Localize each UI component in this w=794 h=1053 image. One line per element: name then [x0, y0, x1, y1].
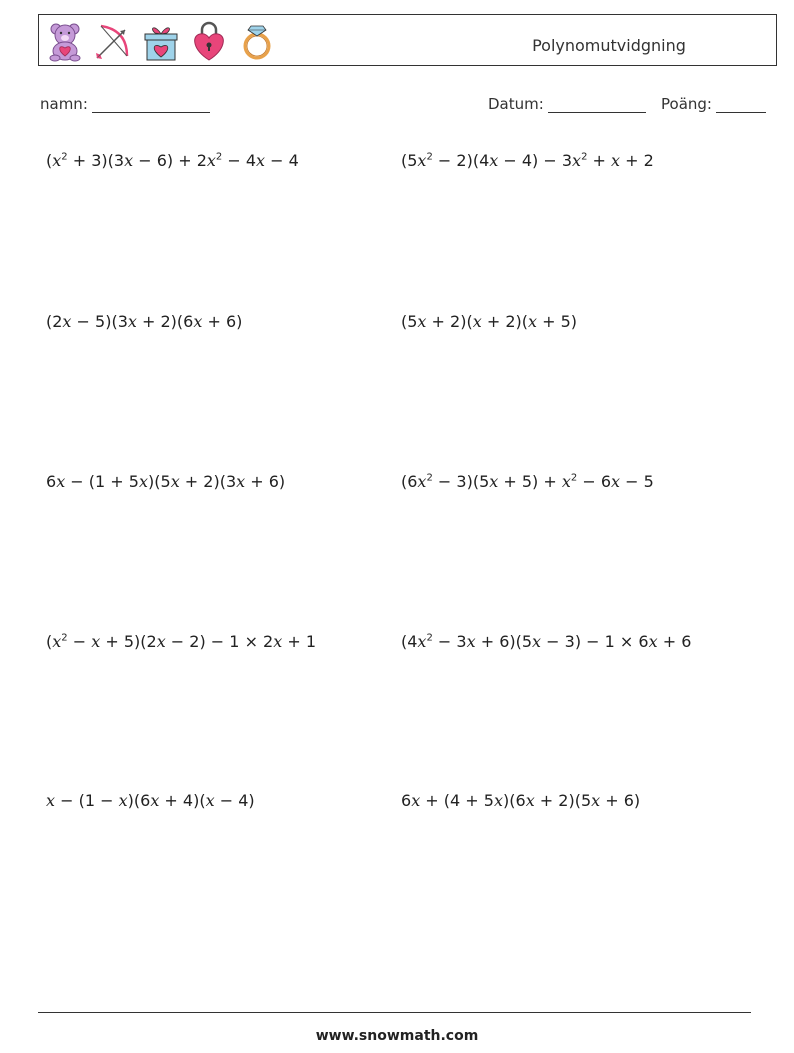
name-label: namn: — [40, 95, 88, 113]
problem-5: 6x − (1 + 5x)(5x + 2)(3x + 6) — [46, 472, 286, 491]
footer-rule — [38, 1012, 751, 1013]
problem-2: $(5x^2 - 2)(4x - 4) - 3x^2 + x + 2$ — [401, 151, 654, 170]
worksheet-header — [38, 14, 777, 66]
diamond-ring-icon — [237, 20, 277, 62]
bow-and-arrow-icon — [93, 20, 133, 62]
score-blank[interactable] — [716, 97, 766, 113]
problem-4: (5x + 2)(x + 2)(x + 5) — [401, 312, 578, 331]
problem-9: x − (1 − x)(6x + 4)(x − 4) — [46, 791, 255, 810]
icon-strip — [45, 20, 277, 62]
name-field — [40, 95, 210, 113]
teddy-bear-icon — [45, 20, 85, 62]
problem-1: $(x^2 + 3)(3x - 6) + 2x^2 - 4x - 4$ — [46, 151, 299, 170]
problem-10: 6x + (4 + 5x)(6x + 2)(5x + 6) — [401, 791, 641, 810]
name-blank[interactable] — [92, 97, 210, 113]
footer-website: www.snowmath.com — [315, 1028, 479, 1044]
date-blank[interactable] — [548, 97, 646, 113]
date-label: Datum: — [488, 95, 544, 113]
problem-3: (2x − 5)(3x + 2)(6x + 6) — [46, 312, 243, 331]
problem-6: $(6x^2 - 3)(5x + 5) + x^2 - 6x - 5$ — [401, 472, 654, 491]
worksheet-title: Polynomutvidgning — [532, 36, 686, 55]
date-field — [488, 95, 646, 113]
problem-8: $(4x^2 - 3x + 6)(5x - 3) - 1 \times 6x + 6$ — [401, 632, 692, 651]
gift-box-icon — [141, 20, 181, 62]
heart-lock-icon — [189, 20, 229, 62]
score-field — [661, 95, 766, 113]
problem-7: $(x^2 - x + 5)(2x - 2) - 1 \times 2x + 1$ — [46, 632, 317, 651]
score-label: Poäng: — [661, 95, 712, 113]
